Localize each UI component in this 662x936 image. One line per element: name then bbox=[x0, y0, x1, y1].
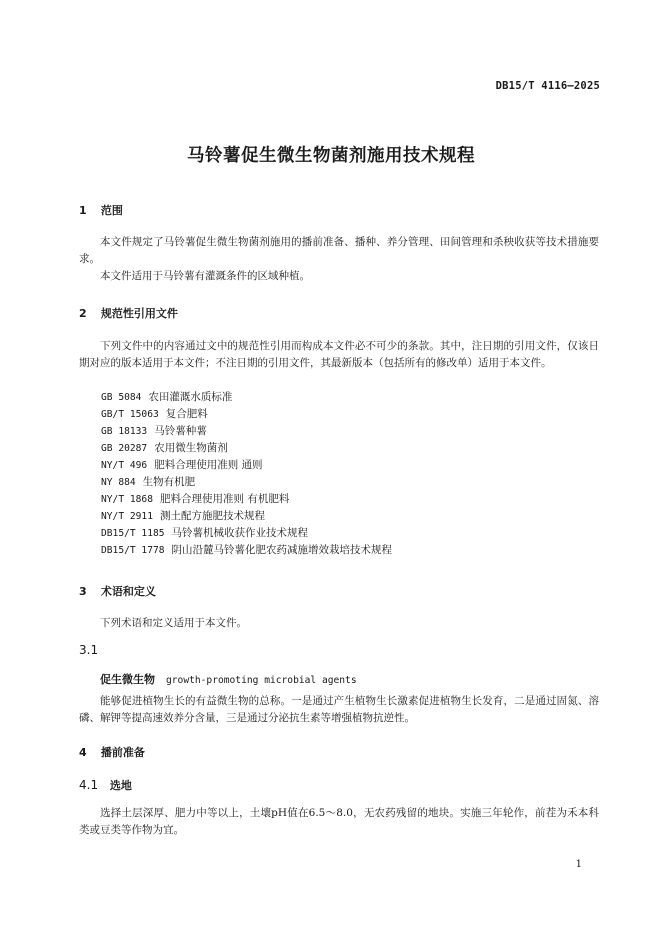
section-number: 1 bbox=[79, 204, 87, 217]
reference-item: GB 20287 农用微生物菌剂 bbox=[101, 442, 228, 454]
subsection-number: 4.1 bbox=[79, 778, 99, 792]
section-3-intro: 下列术语和定义适用于本文件。 bbox=[100, 617, 247, 629]
section-2-heading bbox=[79, 305, 178, 321]
document-code: DB15/T 4116—2025 bbox=[495, 80, 600, 92]
reference-item: NY/T 1868 肥料合理使用准则 有机肥料 bbox=[101, 493, 290, 505]
reference-item: GB/T 15063 复合肥料 bbox=[101, 408, 208, 420]
section-3-heading bbox=[79, 583, 156, 599]
section-title: 术语和定义 bbox=[100, 585, 156, 598]
reference-item: NY 884 生物有机肥 bbox=[101, 476, 196, 488]
section-number: 4 bbox=[79, 746, 87, 759]
subsection-title: 选地 bbox=[109, 779, 132, 792]
term-english: growth-promoting microbial agents bbox=[166, 675, 357, 686]
reference-item: GB 5084 农田灌溉水质标准 bbox=[101, 391, 233, 403]
section-number: 3 bbox=[79, 585, 87, 598]
section-number: 2 bbox=[79, 307, 87, 320]
term-definition: 能够促进植物生长的有益微生物的总称。一是通过产生植物生长激素促进植物生长发育，二是通过固氮、溶磷、解钾等提高速效养分含量，三是通过分泌抗生素等增强植物抗逆性。 bbox=[79, 695, 599, 724]
section-title: 播前准备 bbox=[100, 746, 145, 759]
reference-item: NY/T 2911 测土配方施肥技术规程 bbox=[101, 510, 265, 522]
section-4-1-paragraph: 选择土层深厚、肥力中等以上，土壤pH值在6.5～8.0，无农药残留的地块。实施三年轮作，前茬为禾本科类或豆类等作物为宜。 bbox=[79, 807, 599, 836]
term-entry bbox=[100, 668, 357, 687]
section-title: 规范性引用文件 bbox=[100, 307, 178, 320]
section-2-intro: 下列文件中的内容通过文中的规范性引用而构成本文件必不可少的条款。其中，注日期的引用文件，仅该日期对应的版本适用于本文件；不注日期的引用文件，其最新版本（包括所有的修改单）适用于本文件。 bbox=[79, 340, 599, 369]
section-1-paragraph-2: 本文件适用于马铃薯有灌溉条件的区域种植。 bbox=[100, 270, 310, 282]
subsection-3-1-number: 3.1 bbox=[79, 643, 99, 657]
reference-item: GB 18133 马铃薯种薯 bbox=[101, 425, 207, 437]
subsection-4-1-heading bbox=[79, 777, 132, 793]
reference-item: NY/T 496 肥料合理使用准则 通则 bbox=[101, 459, 263, 471]
section-4-heading bbox=[79, 744, 145, 760]
section-title: 范围 bbox=[100, 204, 123, 217]
term-chinese: 促生微生物 bbox=[100, 673, 155, 686]
section-1-paragraph-1: 本文件规定了马铃薯促生微生物菌剂施用的播前准备、播种、养分管理、田间管理和杀秧收获等技术措施要求。 bbox=[79, 236, 599, 265]
page-title: 马铃薯促生微生物菌剂施用技术规程 bbox=[187, 146, 475, 166]
section-1-heading bbox=[79, 202, 123, 218]
page-number: 1 bbox=[575, 859, 582, 870]
reference-item: DB15/T 1778 阴山沿麓马铃薯化肥农药减施增效栽培技术规程 bbox=[101, 544, 393, 556]
reference-item: DB15/T 1185 马铃薯机械收获作业技术规程 bbox=[101, 527, 309, 539]
